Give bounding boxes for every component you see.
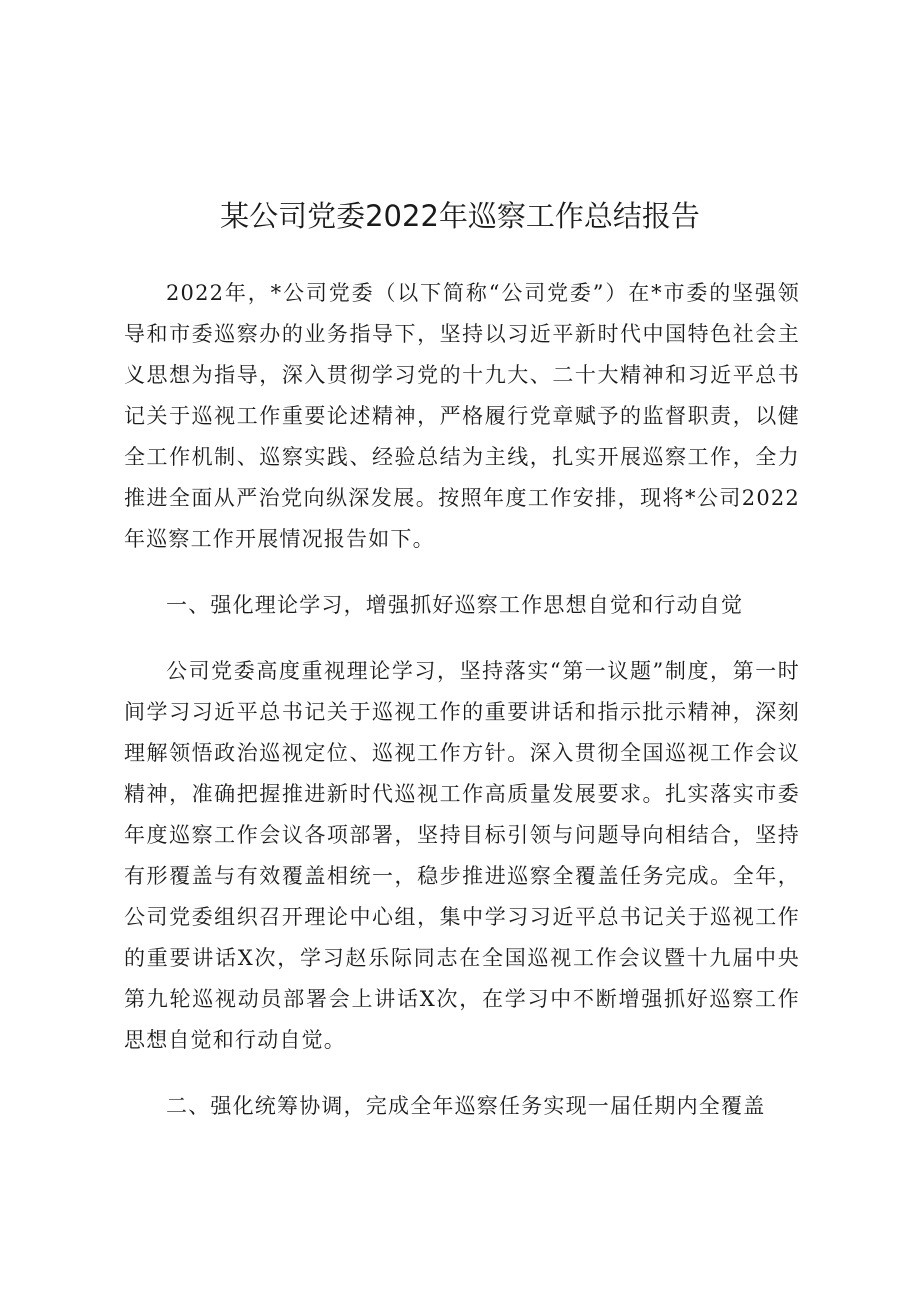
intro-paragraph: 2022年，*公司党委（以下简称“公司党委”）在*市委的坚强领导和市委巡察办的业务指导下，坚持以习近平新时代中国特色社会主义思想为指导，深入贯彻学习党的十九大、二十大精神和习近平总书记关于巡视工作重要论述精神，严格履行党章赋予的监督职责，以健全工作机制、巡察实践、经验总结为主线，扎实开展巡察工作，全力推进全面从严治党向纵深发展。按照年度工作安排，现将*公司2022年巡察工作开展情况报告如下。 [124,281,800,551]
document-body [124,273,800,1152]
section-heading-1: 一、强化理论学习，增强抓好巡察工作思想自觉和行动自觉 [166,593,744,617]
section-heading-2: 二、强化统筹协调，完成全年巡察任务实现一届任期内全覆盖 [166,1094,766,1118]
section-1-paragraph: 公司党委高度重视理论学习，坚持落实“第一议题”制度，第一时间学习习近平总书记关于巡视工作的重要讲话和指示批示精神，深刻理解领悟政治巡视定位、巡视工作方针。深入贯彻全国巡视工作会议精神，准确把握推进新时代巡视工作高质量发展要求。扎实落实市委年度巡察工作会议各项部署，坚持目标引领与问题导向相结合，坚持有形覆盖与有效覆盖相统一，稳步推进巡察全覆盖任务完成。全年，公司党委组织召开理论中心组，集中学习习近平总书记关于巡视工作的重要讲话X次，学习赵乐际同志在全国巡视工作会议暨十九届中央第九轮巡视动员部署会上讲话X次，在学习中不断增强抓好巡察工作思想自觉和行动自觉。 [124,659,800,1052]
document-title: 某公司党委2022年巡察工作总结报告 [220,199,700,233]
